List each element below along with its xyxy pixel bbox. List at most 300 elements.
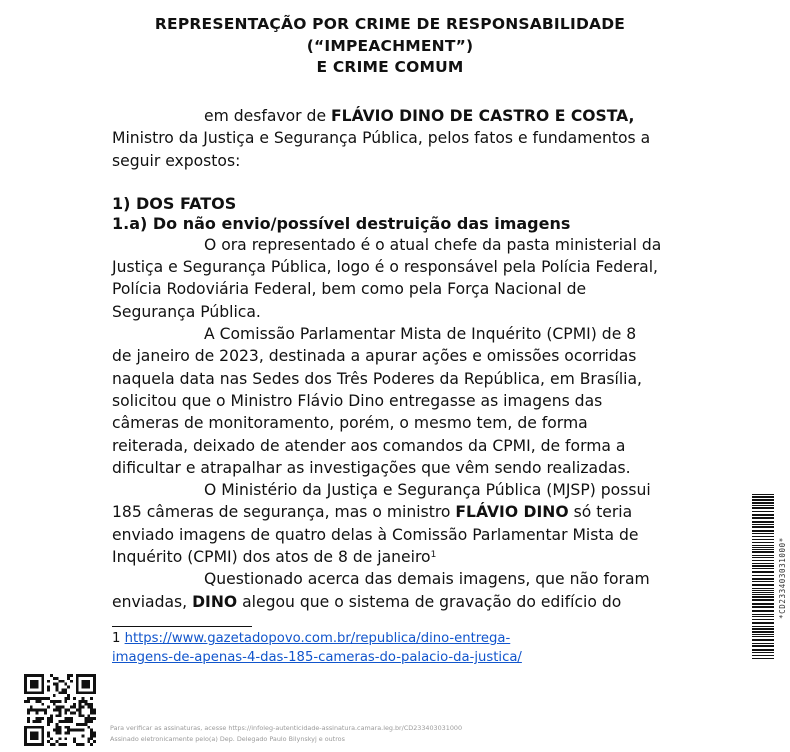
qr-module [41,734,44,737]
paragraph-2-line: A Comissão Parlamentar Mista de Inquérito (CPMI) de 8 [204,325,637,344]
qr-module [53,729,56,732]
qr-module [56,688,59,691]
qr-module [30,743,33,746]
qr-module [87,726,90,729]
qr-module [87,680,90,683]
qr-module [33,697,36,700]
qr-module [67,729,70,732]
barcode-bar [752,578,774,580]
qr-module [59,680,62,683]
qr-module [70,729,73,732]
document-body [112,105,692,613]
qr-module [87,720,90,723]
qr-module [36,691,39,694]
qr-module [73,703,76,706]
qr-module [53,703,56,706]
footnote-separator [112,626,252,627]
qr-module [87,737,90,740]
qr-module [82,734,85,737]
paragraph-1-line: Justiça e Segurança Pública, logo é o responsável pela Polícia Federal, [112,258,659,277]
qr-module [41,697,44,700]
paragraph-4 [112,568,692,613]
qr-module [47,732,50,735]
qr-module [90,729,93,732]
barcode-bar [752,526,774,528]
qr-module [30,726,33,729]
qr-module [70,674,73,677]
qr-module [53,694,56,697]
paragraph-1 [112,234,692,323]
qr-module [87,703,90,706]
qr-module [84,703,87,706]
qr-module [82,729,85,732]
qr-module [27,743,30,746]
qr-module [41,737,44,740]
qr-module [47,720,50,723]
title-line-2: (“IMPEACHMENT”) [306,36,474,55]
intro-prefix: em desfavor de [204,107,331,125]
qr-module [84,683,87,686]
qr-module [61,691,64,694]
barcode-bar [752,592,774,593]
qr-module [64,711,67,714]
qr-module [24,677,27,680]
qr-module [76,691,79,694]
qr-module [36,717,39,720]
qr-module [41,726,44,729]
qr-module [56,677,59,680]
barcode-bar [752,575,774,576]
qr-module [90,691,93,694]
barcode-bar [752,517,774,519]
barcode-bar [752,565,774,567]
qr-module [79,714,82,717]
qr-module [73,737,76,740]
qr-module [33,686,36,689]
barcode-bar [752,496,774,498]
qr-module [79,729,82,732]
qr-module [38,700,41,703]
barcode-bar [752,626,774,627]
qr-module [41,740,44,743]
qr-module [59,737,62,740]
qr-module [36,686,39,689]
barcode-bar [752,560,774,561]
qr-module [93,734,96,737]
qr-module [36,683,39,686]
qr-module [24,740,27,743]
qr-module [59,743,62,746]
qr-module [47,688,50,691]
barcode-bar [752,502,774,504]
qr-module [47,734,50,737]
barcode-bar [752,545,774,546]
qr-module [64,737,67,740]
footnote-number: 1 [112,631,121,646]
qr-module [67,694,70,697]
qr-module [79,703,82,706]
qr-module [84,700,87,703]
qr-module [87,740,90,743]
qr-module [90,711,93,714]
qr-module [76,677,79,680]
qr-module [93,691,96,694]
qr-module [79,691,82,694]
qr-module [38,674,41,677]
qr-module [79,706,82,709]
qr-module [33,732,36,735]
dino-bold: DINO [192,592,238,611]
barcode-bar [752,524,774,525]
qr-module [24,743,27,746]
qr-module [47,706,50,709]
qr-module [24,680,27,683]
qr-module [61,680,64,683]
qr-module [87,706,90,709]
qr-module [67,686,70,689]
qr-module [90,734,93,737]
qr-module [50,743,53,746]
qr-module [33,709,36,712]
qr-module [30,709,33,712]
qr-module [36,680,39,683]
barcode-bar [752,622,774,624]
qr-module [84,691,87,694]
qr-module [56,740,59,743]
qr-module [67,732,70,735]
qr-module [93,688,96,691]
qr-module [41,703,44,706]
qr-module [41,677,44,680]
barcode-bar [752,547,774,548]
qr-module [84,680,87,683]
qr-module [27,700,30,703]
qr-module [90,732,93,735]
barcode-bar [752,619,774,620]
paragraph-1-line: O ora representado é o atual chefe da pasta ministerial da [204,235,662,254]
barcode-bar [752,596,774,598]
qr-module [73,711,76,714]
qr-module [64,683,67,686]
qr-module [53,743,56,746]
barcode-bar [752,581,774,582]
qr-module [56,714,59,717]
barcode-bar [752,639,774,641]
qr-module [24,700,27,703]
qr-module [24,732,27,735]
qr-module [59,729,62,732]
qr-module [27,709,30,712]
qr-module [36,711,39,714]
qr-module [90,697,93,700]
barcode-bar [752,505,774,506]
qr-module [87,686,90,689]
qr-module [36,743,39,746]
qr-module [64,709,67,712]
barcode-bar [752,614,774,615]
qr-module [64,726,67,729]
qr-module [30,706,33,709]
qr-module [93,717,96,720]
intro-line-1 [112,105,692,127]
qr-module [41,743,44,746]
qr-module [93,740,96,743]
barcode-bar [752,645,774,647]
qr-module [41,683,44,686]
barcode-bar [752,494,774,495]
qr-module [59,720,62,723]
qr-module [82,723,85,726]
qr-module [56,683,59,686]
qr-module [64,691,67,694]
qr-module [64,688,67,691]
qr-module [82,691,85,694]
paragraph-3-line [112,501,692,523]
qr-module [87,714,90,717]
qr-module [76,683,79,686]
qr-module [27,720,30,723]
paragraph-2-line: naquela data nas Sedes dos Três Poderes da República, em Brasília, [112,369,643,388]
qr-module [59,714,62,717]
section-subheading: 1.a) Do não envio/possível destruição das imagens [112,213,571,233]
barcode-bar [752,542,774,543]
qr-module [79,700,82,703]
barcode-bar [752,631,774,633]
qr-module [59,732,62,735]
paragraph-3-text: só teria [568,503,633,522]
qr-module [33,720,36,723]
qr-module [30,734,33,737]
barcode-bar [752,514,774,516]
barcode-bar [752,599,774,601]
barcode-bar [752,551,774,553]
barcode-bar [752,536,774,537]
paragraph-4-text: alegou que o sistema de gravação do edifício do [237,592,622,611]
qr-module [76,686,79,689]
qr-module [93,680,96,683]
barcode-icon [752,494,774,662]
qr-module [56,686,59,689]
qr-module [64,743,67,746]
qr-module [27,717,30,720]
qr-module [76,680,79,683]
barcode-bar [752,507,774,509]
qr-module [30,697,33,700]
qr-module [47,680,50,683]
qr-module [93,711,96,714]
qr-module [56,729,59,732]
qr-module [90,674,93,677]
qr-module [73,729,76,732]
qr-module [56,732,59,735]
signer-text: Assinado eletronicamente pelo(a) Dep. Delegado Paulo Bilynskyj e outros [110,735,345,743]
qr-module [82,714,85,717]
qr-module [44,709,47,712]
paragraph-1-line: Segurança Pública. [112,302,261,321]
qr-module [41,717,44,720]
qr-module [76,674,79,677]
qr-module [47,686,50,689]
qr-module [76,723,79,726]
qr-module [30,686,33,689]
qr-module [79,743,82,746]
barcode-bar [752,557,774,558]
qr-module [82,686,85,689]
qr-module [82,706,85,709]
qr-module [30,737,33,740]
qr-module [24,729,27,732]
qr-module [38,743,41,746]
paragraph-3 [112,479,692,568]
qr-module [61,743,64,746]
qr-module [36,720,39,723]
qr-module [67,720,70,723]
qr-module [70,711,73,714]
qr-module [82,680,85,683]
qr-module [79,711,82,714]
qr-module [61,720,64,723]
qr-module [90,743,93,746]
qr-module [24,683,27,686]
qr-module [24,674,27,677]
qr-module [30,691,33,694]
barcode-bar [752,539,774,540]
qr-module [67,697,70,700]
qr-module [67,674,70,677]
qr-module [84,723,87,726]
qr-module [36,726,39,729]
qr-module [36,674,39,677]
qr-module [76,709,79,712]
qr-module [73,706,76,709]
qr-module [24,737,27,740]
qr-module [41,674,44,677]
qr-module [59,709,62,712]
qr-module [93,677,96,680]
qr-module [67,677,70,680]
qr-module [27,674,30,677]
barcode-bar [752,568,774,569]
qr-module [64,697,67,700]
qr-module [56,700,59,703]
paragraph-2-line: dificultar e atrapalhar as investigações que vêm sendo realizadas. [112,458,631,477]
qr-module [56,726,59,729]
title-line-1: REPRESENTAÇÃO POR CRIME DE RESPONSABILIDADE [154,15,626,33]
qr-module [53,700,56,703]
qr-module [76,729,79,732]
barcode-bar [752,563,774,564]
footnote-link-continued[interactable]: imagens-de-apenas-4-das-185-cameras-do-palacio-da-justica/ [112,650,522,665]
paragraph-2-line: de janeiro de 2023, destinada a apurar ações e omissões ocorridas [112,347,637,366]
barcode-bar [752,649,774,651]
qr-module [53,683,56,686]
qr-module [41,686,44,689]
paragraph-2-line: reiterada, deixado de atender aos comandos da CPMI, de forma a [112,436,626,455]
barcode-bar [752,549,774,550]
qr-module [90,703,93,706]
barcode-bar [752,511,774,512]
qr-module [50,720,53,723]
qr-module [56,709,59,712]
qr-module [24,691,27,694]
qr-module [36,700,39,703]
qr-module [36,709,39,712]
qr-module [90,737,93,740]
intro-line-2: Ministro da Justiça e Segurança Pública, pelos fatos e fundamentos a [112,129,651,148]
qr-module [50,700,53,703]
qr-module [90,706,93,709]
qr-module [87,691,90,694]
qr-module [44,711,47,714]
footnote-link[interactable]: https://www.gazetadopovo.com.br/republica/dino-entrega- [124,631,511,646]
paragraph-3-line [112,546,692,568]
qr-module [41,688,44,691]
barcode-bar [752,555,774,556]
qr-module [61,706,64,709]
qr-module [30,674,33,677]
qr-module [59,711,62,714]
qr-module [36,697,39,700]
barcode-bar [752,571,774,573]
qr-module [93,683,96,686]
qr-module [41,691,44,694]
qr-module [33,737,36,740]
qr-module [84,720,87,723]
barcode-bar [752,628,774,630]
paragraph-3-line: enviado imagens de quatro delas à Comissão Parlamentar Mista de [112,525,639,544]
qr-module [93,674,96,677]
qr-module [53,677,56,680]
qr-module [67,709,70,712]
qr-module [24,686,27,689]
qr-module [79,709,82,712]
qr-module [27,697,30,700]
paragraph-4-text: enviadas, [112,592,193,611]
barcode-bar [752,655,774,656]
qr-module [24,734,27,737]
qr-module [70,717,73,720]
qr-module [82,697,85,700]
qr-module [30,680,33,683]
footnote-reference[interactable]: 1 [430,550,437,561]
qr-module [59,726,62,729]
title-line-3: E CRIME COMUM [316,58,464,76]
section-heading: 1) DOS FATOS [112,193,237,213]
qr-module [47,697,50,700]
qr-module [93,686,96,689]
barcode-bar [752,530,774,532]
qr-module [70,680,73,683]
qr-module [47,723,50,726]
barcode-bar [752,584,774,586]
minister-name-bold: FLÁVIO DINO [455,503,569,522]
qr-module [53,709,56,712]
qr-module [56,723,59,726]
paragraph-4-line: Questionado acerca das demais imagens, que não foram [204,570,650,589]
qr-module [41,732,44,735]
qr-module [61,688,64,691]
barcode-bar [752,499,774,501]
barcode-bar [752,634,774,635]
document-title [60,14,720,79]
qr-module [38,720,41,723]
paragraph-2-line: câmeras de monitoramento, porém, o mesmo tem, de forma [112,414,588,433]
qr-module [64,700,67,703]
footnote [112,629,672,667]
verification-link-text[interactable]: Para verificar as assinaturas, acesse https://infoleg-autenticidade-assinatura.camara.leg.br/CD233403031000 [110,724,463,732]
qr-module [84,717,87,720]
qr-module [38,726,41,729]
